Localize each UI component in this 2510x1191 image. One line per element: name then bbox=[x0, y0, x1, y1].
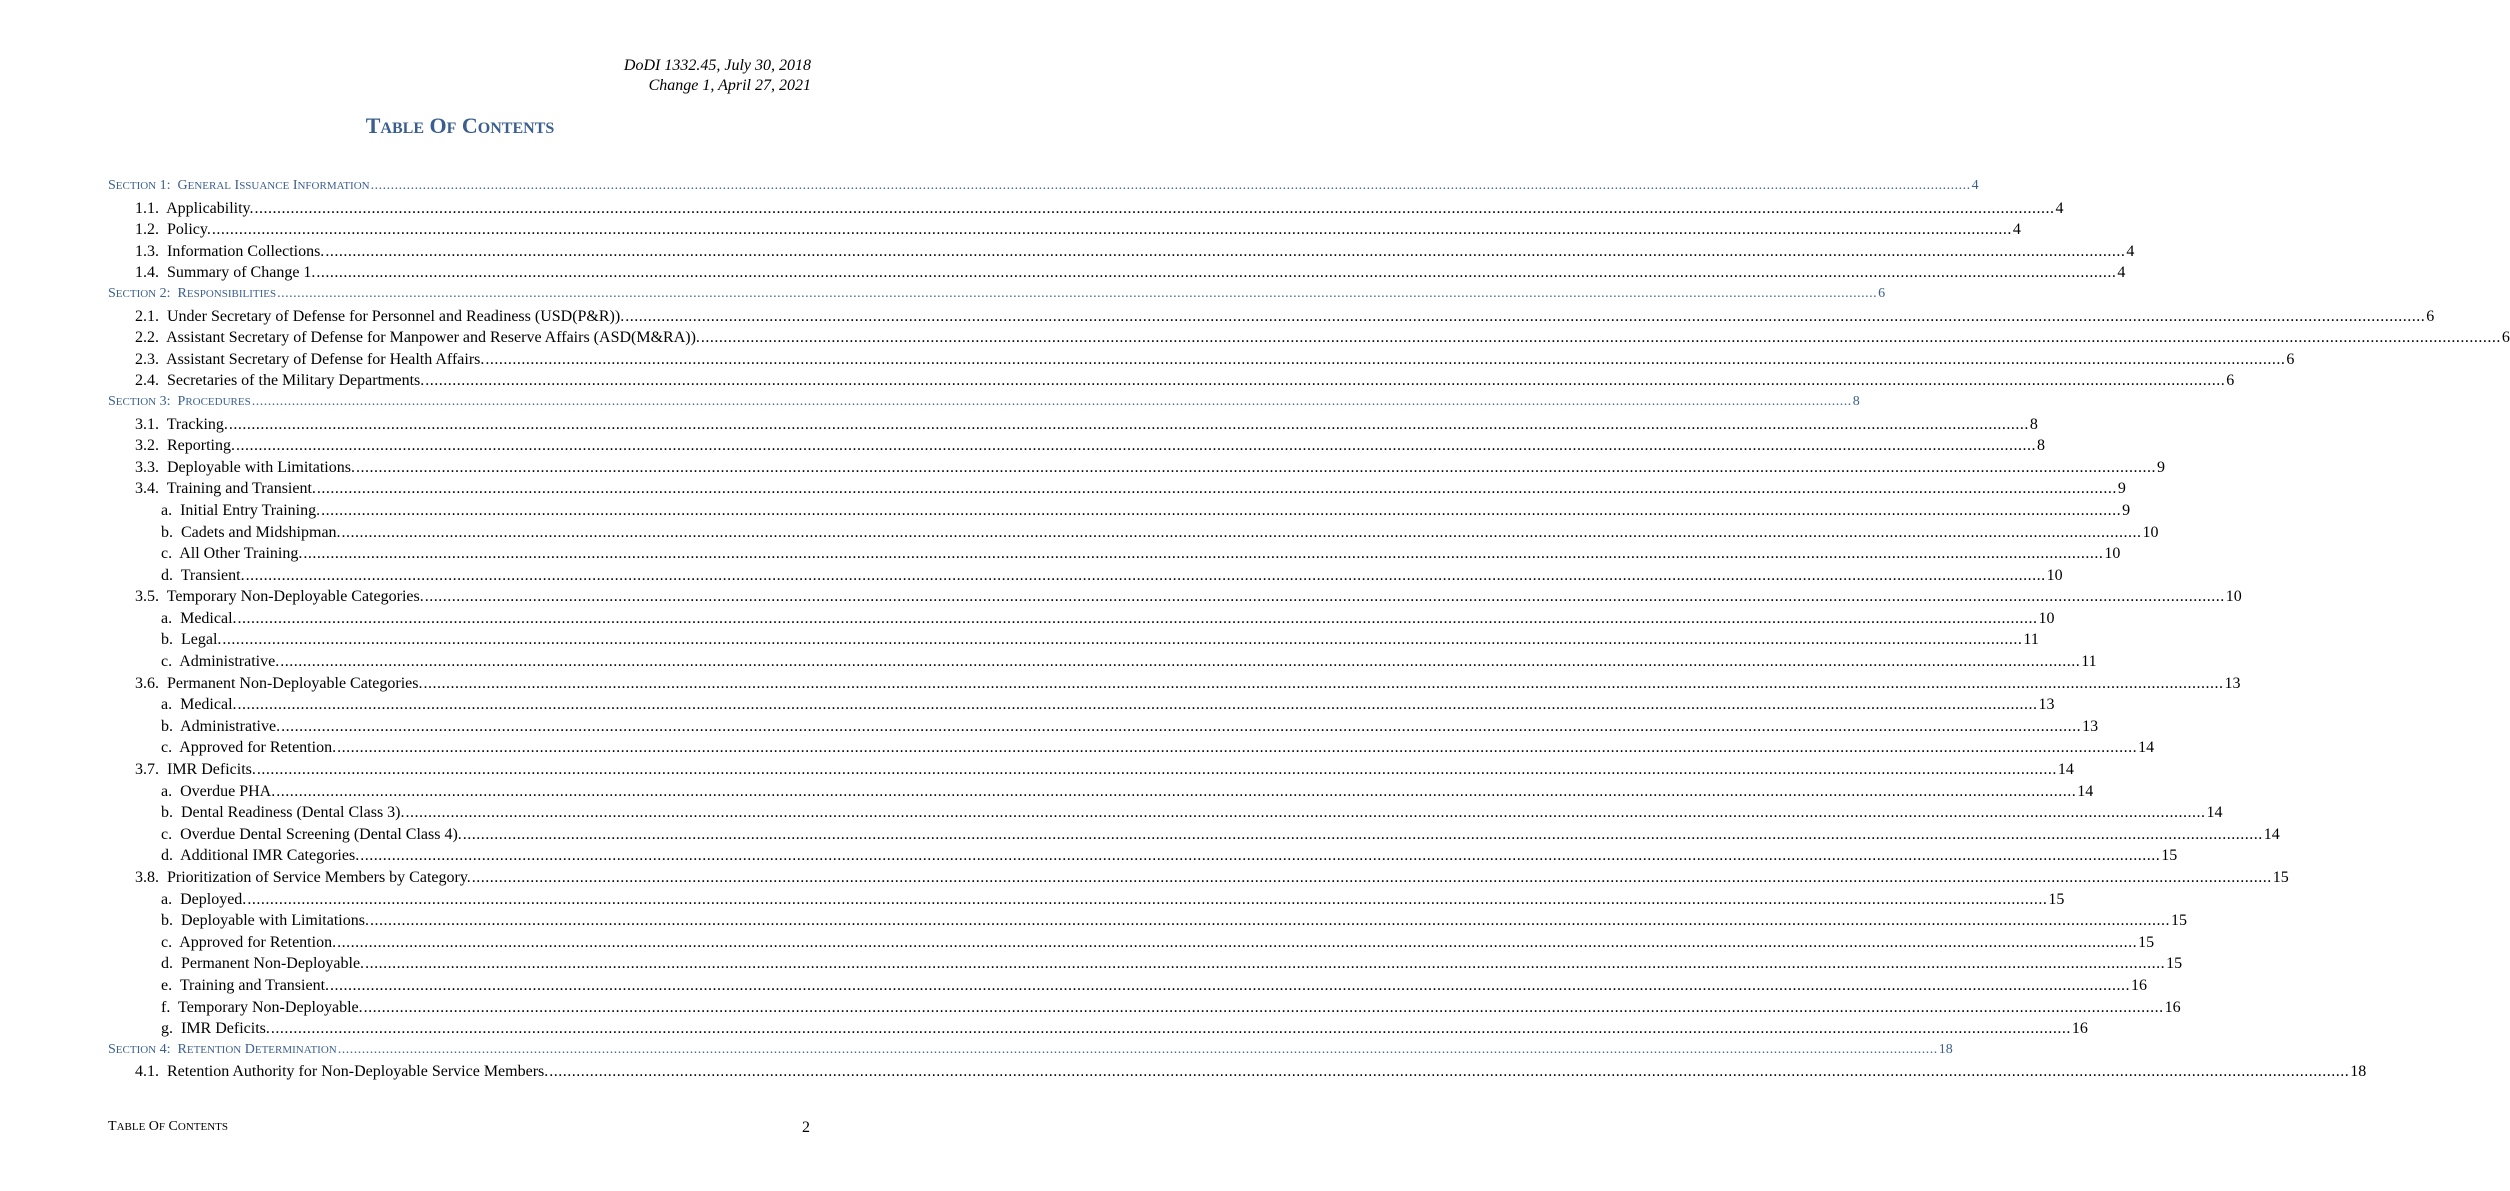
toc-page-number: 8 bbox=[1852, 393, 1860, 409]
toc-page-number: 6 bbox=[2226, 372, 2235, 390]
toc-leader-dots: ................................................................................................................................................................................................................................................................................................................................................................................................................ bbox=[321, 501, 2122, 519]
toc-entry-title: a. Medical. bbox=[161, 609, 237, 627]
toc-item-entry[interactable] bbox=[108, 653, 2097, 675]
toc-leader-dots: ................................................................................................................................................................................................................................................................................................................................................................................................................ bbox=[405, 804, 2206, 822]
footer-page-number: 2 bbox=[802, 1119, 810, 1136]
toc-leader-dots: ................................................................................................................................................................................................................................................................................................................................................................................................................ bbox=[247, 890, 2048, 908]
toc-item-entry[interactable] bbox=[108, 523, 2159, 546]
toc-page-number: 13 bbox=[2038, 696, 2055, 714]
toc-entry-title: 3.8. Prioritization of Service Members by Category. bbox=[135, 869, 471, 886]
toc-entry-title: a. Initial Entry Training. bbox=[161, 501, 321, 519]
toc-entry-title: 3.4. Training and Transient. bbox=[135, 480, 316, 498]
toc-entry-title: c. All Other Training. bbox=[161, 545, 303, 563]
toc-entry-title: SECTION 1: GENERAL ISSUANCE INFORMATION bbox=[108, 178, 370, 193]
document-header bbox=[624, 56, 811, 96]
toc-page-number: 11 bbox=[2023, 631, 2039, 649]
toc-leader-dots: ................................................................................................................................................................................................................................................................................................................................................................................................................ bbox=[222, 631, 2023, 649]
toc-leader-dots: ................................................................................................................................................................................................................................................................................................................................................................................................................ bbox=[471, 869, 2272, 886]
toc-leader-dots: ................................................................................................................................................................................................................................................................................................................................................................................................................ bbox=[424, 588, 2225, 606]
toc-item-entry[interactable] bbox=[108, 782, 2094, 805]
toc-page-number: 14 bbox=[2263, 825, 2280, 843]
toc-leader-dots: ................................................................................................................................................................................................................................................................................................................................................................................................................ bbox=[337, 739, 2138, 757]
toc-item-entry[interactable] bbox=[108, 890, 2065, 913]
toc-page-number: 15 bbox=[2272, 869, 2289, 886]
toc-leader-dots: ................................................................................................................................................................................................................................................................................................................................................................................................................ bbox=[370, 178, 1971, 193]
toc-page-number: 6 bbox=[2501, 329, 2510, 347]
toc-entry-title: 1.3. Information Collections. bbox=[135, 242, 325, 260]
toc-subsection-entry[interactable] bbox=[108, 761, 2074, 783]
toc-page-number: 10 bbox=[2046, 566, 2063, 584]
page-title-text: TABLE OF CONTENTS bbox=[365, 113, 555, 138]
toc-entry-title: a. Overdue PHA. bbox=[161, 782, 276, 800]
toc-page-number: 18 bbox=[2350, 1063, 2367, 1081]
toc-entry-title: 3.7. IMR Deficits. bbox=[135, 761, 256, 779]
toc-item-entry[interactable] bbox=[108, 609, 2055, 632]
toc-entry-title: c. Administrative. bbox=[161, 653, 280, 671]
toc-page-number: 8 bbox=[2037, 437, 2045, 455]
toc-section-entry[interactable] bbox=[108, 1041, 1953, 1064]
toc-leader-dots: ................................................................................................................................................................................................................................................................................................................................................................................................................ bbox=[700, 329, 2501, 347]
toc-subsection-entry[interactable] bbox=[108, 350, 2295, 373]
toc-page-number: 13 bbox=[2224, 674, 2241, 692]
toc-item-entry[interactable] bbox=[108, 804, 2223, 826]
toc-entry-title: SECTION 2: RESPONSIBILITIES bbox=[108, 285, 277, 301]
toc-leader-dots: ................................................................................................................................................................................................................................................................................................................................................................................................................ bbox=[341, 523, 2142, 541]
toc-entry-title: c. Approved for Retention. bbox=[161, 739, 337, 757]
toc-subsection-entry[interactable] bbox=[108, 242, 2135, 265]
toc-subsection-entry[interactable] bbox=[108, 1063, 2367, 1085]
toc-page-number: 14 bbox=[2206, 804, 2223, 822]
toc-subsection-entry[interactable] bbox=[108, 264, 2126, 286]
toc-leader-dots: ................................................................................................................................................................................................................................................................................................................................................................................................................ bbox=[277, 285, 1878, 301]
toc-page-number: 16 bbox=[2131, 976, 2148, 994]
toc-page-number: 9 bbox=[2122, 501, 2131, 519]
toc-item-entry[interactable] bbox=[108, 912, 2187, 934]
toc-leader-dots: ................................................................................................................................................................................................................................................................................................................................................................................................................ bbox=[245, 566, 2046, 584]
toc-page-number: 13 bbox=[2082, 717, 2099, 735]
toc-leader-dots: ................................................................................................................................................................................................................................................................................................................................................................................................................ bbox=[228, 415, 2029, 433]
table-of-contents bbox=[108, 178, 2510, 1085]
toc-page-number: 6 bbox=[2286, 350, 2295, 368]
toc-subsection-entry[interactable] bbox=[108, 199, 2064, 222]
toc-page-number: 4 bbox=[2126, 242, 2135, 260]
toc-page-number: 6 bbox=[2426, 307, 2435, 325]
toc-page-number: 10 bbox=[2104, 545, 2121, 563]
footer-title: TABLE OF CONTENTS bbox=[108, 1119, 228, 1134]
toc-entry-title: 1.2. Policy. bbox=[135, 221, 211, 239]
toc-item-entry[interactable] bbox=[108, 1020, 2088, 1042]
toc-entry-title: 2.4. Secretaries of the Military Departments. bbox=[135, 372, 425, 390]
toc-item-entry[interactable] bbox=[108, 739, 2155, 761]
toc-page-number: 16 bbox=[2164, 998, 2181, 1016]
toc-page-number: 15 bbox=[2170, 912, 2187, 930]
toc-page-number: 15 bbox=[2138, 933, 2155, 951]
toc-page-number: 16 bbox=[2071, 1020, 2088, 1038]
toc-item-entry[interactable] bbox=[108, 545, 2121, 567]
toc-leader-dots: ................................................................................................................................................................................................................................................................................................................................................................................................................ bbox=[360, 847, 2161, 865]
toc-page-number: 10 bbox=[2142, 523, 2159, 541]
toc-leader-dots: ................................................................................................................................................................................................................................................................................................................................................................................................................ bbox=[276, 782, 2077, 800]
toc-entry-title: 1.1. Applicability. bbox=[135, 199, 254, 217]
toc-entry-title: 3.2. Reporting. bbox=[135, 437, 235, 455]
toc-subsection-entry[interactable] bbox=[108, 437, 2045, 459]
toc-entry-title: 2.3. Assistant Secretary of Defense for Health Affairs. bbox=[135, 350, 485, 368]
toc-subsection-entry[interactable] bbox=[108, 307, 2435, 330]
toc-item-entry[interactable] bbox=[108, 847, 2178, 869]
toc-leader-dots: ................................................................................................................................................................................................................................................................................................................................................................................................................ bbox=[316, 264, 2117, 282]
toc-page-number: 6 bbox=[1878, 285, 1886, 301]
toc-page-number: 10 bbox=[2225, 588, 2242, 606]
header-doc-id: DoDI 1332.45, July 30, 2018 bbox=[623, 57, 811, 74]
toc-entry-title: g. IMR Deficits. bbox=[161, 1020, 270, 1038]
toc-entry-title: b. Deployable with Limitations. bbox=[161, 912, 369, 930]
toc-item-entry[interactable] bbox=[108, 976, 2148, 999]
toc-leader-dots: ................................................................................................................................................................................................................................................................................................................................................................................................................ bbox=[251, 393, 1852, 409]
toc-entry-title: 1.4. Summary of Change 1. bbox=[135, 264, 316, 282]
toc-page-number: 18 bbox=[1938, 1041, 1953, 1057]
toc-page-number: 4 bbox=[2012, 221, 2021, 239]
header-change: Change 1, April 27, 2021 bbox=[648, 77, 811, 94]
page-footer bbox=[108, 1119, 810, 1137]
toc-page-number: 9 bbox=[2117, 480, 2126, 498]
toc-subsection-entry[interactable] bbox=[108, 869, 2289, 891]
toc-page-number: 15 bbox=[2161, 847, 2178, 865]
toc-entry-title: e. Training and Transient. bbox=[161, 976, 330, 994]
toc-page-number: 15 bbox=[2048, 890, 2065, 908]
toc-entry-title: f. Temporary Non-Deployable. bbox=[161, 998, 363, 1016]
toc-leader-dots: ................................................................................................................................................................................................................................................................................................................................................................................................................ bbox=[369, 912, 2170, 930]
toc-item-entry[interactable] bbox=[108, 717, 2099, 740]
toc-section-entry[interactable] bbox=[108, 393, 1860, 416]
toc-leader-dots: ................................................................................................................................................................................................................................................................................................................................................................................................................ bbox=[625, 307, 2426, 325]
toc-leader-dots: ................................................................................................................................................................................................................................................................................................................................................................................................................ bbox=[330, 976, 2131, 994]
toc-leader-dots: ................................................................................................................................................................................................................................................................................................................................................................................................................ bbox=[337, 1041, 1938, 1057]
toc-entry-title: SECTION 4: RETENTION DETERMINATION bbox=[108, 1041, 337, 1057]
toc-page-number: 4 bbox=[2055, 199, 2064, 217]
toc-entry-title: d. Permanent Non-Deployable. bbox=[161, 955, 365, 973]
toc-page-number: 14 bbox=[2057, 761, 2074, 779]
toc-entry-title: c. Overdue Dental Screening (Dental Class 4). bbox=[161, 825, 462, 843]
toc-page-number: 4 bbox=[2117, 264, 2126, 282]
page-title bbox=[0, 113, 920, 139]
toc-entry-title: 3.5. Temporary Non-Deployable Categories. bbox=[135, 588, 424, 606]
toc-item-entry[interactable] bbox=[108, 825, 2280, 848]
toc-entry-title: a. Deployed. bbox=[161, 890, 247, 908]
toc-item-entry[interactable] bbox=[108, 566, 2063, 589]
toc-subsection-entry[interactable] bbox=[108, 480, 2126, 502]
toc-page-number: 8 bbox=[2029, 415, 2038, 433]
toc-entry-title: 4.1. Retention Authority for Non-Deployable Service Members. bbox=[135, 1063, 549, 1081]
toc-item-entry[interactable] bbox=[108, 501, 2131, 524]
toc-leader-dots: ................................................................................................................................................................................................................................................................................................................................................................................................................ bbox=[256, 761, 2057, 779]
toc-subsection-entry[interactable] bbox=[108, 221, 2021, 243]
toc-entry-title: b. Cadets and Midshipman. bbox=[161, 523, 341, 541]
toc-subsection-entry[interactable] bbox=[108, 588, 2242, 610]
toc-leader-dots: ................................................................................................................................................................................................................................................................................................................................................................................................................ bbox=[325, 242, 2126, 260]
toc-entry-title: 3.1. Tracking. bbox=[135, 415, 228, 433]
toc-page-number: 14 bbox=[2138, 739, 2155, 757]
toc-entry-title: 2.2. Assistant Secretary of Defense for Manpower and Reserve Affairs (ASD(M&RA)). bbox=[135, 329, 700, 347]
toc-entry-title: d. Additional IMR Categories. bbox=[161, 847, 360, 865]
toc-page-number: 11 bbox=[2081, 653, 2097, 671]
toc-entry-title: a. Medical. bbox=[161, 696, 237, 714]
toc-section-entry[interactable] bbox=[108, 285, 1886, 308]
toc-leader-dots: ................................................................................................................................................................................................................................................................................................................................................................................................................ bbox=[236, 437, 2036, 455]
toc-section-entry[interactable] bbox=[108, 178, 1979, 200]
toc-entry-title: 3.6. Permanent Non-Deployable Categories. bbox=[135, 674, 423, 692]
toc-subsection-entry[interactable] bbox=[108, 458, 2165, 481]
toc-item-entry[interactable] bbox=[108, 933, 2155, 956]
toc-subsection-entry[interactable] bbox=[108, 674, 2241, 697]
toc-page-number: 9 bbox=[2156, 458, 2165, 476]
toc-leader-dots: ................................................................................................................................................................................................................................................................................................................................................................................................................ bbox=[337, 933, 2138, 951]
toc-leader-dots: ................................................................................................................................................................................................................................................................................................................................................................................................................ bbox=[365, 955, 2166, 973]
toc-page-number: 15 bbox=[2166, 955, 2183, 973]
toc-page-number: 10 bbox=[2038, 609, 2055, 627]
toc-leader-dots: ................................................................................................................................................................................................................................................................................................................................................................................................................ bbox=[363, 998, 2164, 1016]
toc-leader-dots: ................................................................................................................................................................................................................................................................................................................................................................................................................ bbox=[425, 372, 2226, 390]
toc-leader-dots: ................................................................................................................................................................................................................................................................................................................................................................................................................ bbox=[270, 1020, 2071, 1038]
toc-leader-dots: ................................................................................................................................................................................................................................................................................................................................................................................................................ bbox=[303, 545, 2104, 563]
toc-entry-title: d. Transient. bbox=[161, 566, 245, 584]
toc-entry-title: b. Administrative. bbox=[161, 717, 281, 735]
toc-leader-dots: ................................................................................................................................................................................................................................................................................................................................................................................................................ bbox=[485, 350, 2286, 368]
toc-leader-dots: ................................................................................................................................................................................................................................................................................................................................................................................................................ bbox=[237, 609, 2038, 627]
toc-entry-title: 2.1. Under Secretary of Defense for Personnel and Readiness (USD(P&R)). bbox=[135, 307, 625, 325]
toc-item-entry[interactable] bbox=[108, 998, 2181, 1021]
toc-entry-title: b. Legal. bbox=[161, 631, 222, 649]
toc-item-entry[interactable] bbox=[108, 631, 2039, 653]
toc-entry-title: c. Approved for Retention. bbox=[161, 933, 337, 951]
toc-leader-dots: ................................................................................................................................................................................................................................................................................................................................................................................................................ bbox=[549, 1063, 2350, 1081]
toc-leader-dots: ................................................................................................................................................................................................................................................................................................................................................................................................................ bbox=[462, 825, 2263, 843]
toc-leader-dots: ................................................................................................................................................................................................................................................................................................................................................................................................................ bbox=[355, 458, 2156, 476]
toc-leader-dots: ................................................................................................................................................................................................................................................................................................................................................................................................................ bbox=[281, 717, 2082, 735]
toc-item-entry[interactable] bbox=[108, 955, 2183, 977]
toc-page-number: 14 bbox=[2077, 782, 2094, 800]
toc-entry-title: b. Dental Readiness (Dental Class 3). bbox=[161, 804, 405, 822]
toc-leader-dots: ................................................................................................................................................................................................................................................................................................................................................................................................................ bbox=[280, 653, 2081, 671]
toc-item-entry[interactable] bbox=[108, 696, 2055, 718]
toc-leader-dots: ................................................................................................................................................................................................................................................................................................................................................................................................................ bbox=[237, 696, 2038, 714]
toc-page-number: 4 bbox=[1971, 178, 1979, 193]
toc-leader-dots: ................................................................................................................................................................................................................................................................................................................................................................................................................ bbox=[423, 674, 2224, 692]
toc-subsection-entry[interactable] bbox=[108, 372, 2235, 394]
toc-entry-title: 3.3. Deployable with Limitations. bbox=[135, 458, 355, 476]
toc-leader-dots: ................................................................................................................................................................................................................................................................................................................................................................................................................ bbox=[316, 480, 2117, 498]
toc-entry-title: SECTION 3: PROCEDURES bbox=[108, 393, 251, 409]
toc-leader-dots: ................................................................................................................................................................................................................................................................................................................................................................................................................ bbox=[211, 221, 2012, 239]
toc-subsection-entry[interactable] bbox=[108, 415, 2038, 438]
toc-leader-dots: ................................................................................................................................................................................................................................................................................................................................................................................................................ bbox=[254, 199, 2055, 217]
toc-subsection-entry[interactable] bbox=[108, 329, 2510, 351]
